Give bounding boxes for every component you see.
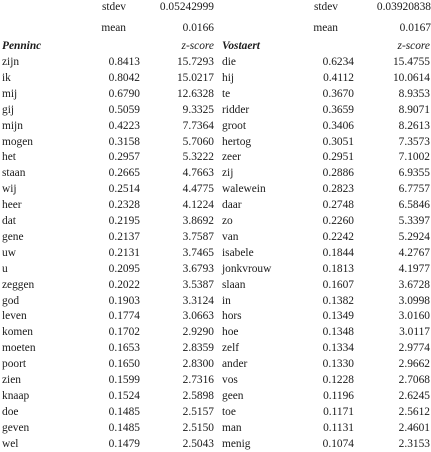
- word-cell: daar: [222, 199, 242, 212]
- word-cell: isabele: [222, 246, 254, 259]
- table-row: [0, 150, 216, 165]
- table-row: [220, 437, 431, 452]
- value-cell: 0.1131: [323, 421, 354, 434]
- word-cell: hertog: [222, 135, 252, 148]
- value-cell: 0.8413: [108, 56, 140, 68]
- zscore-cell: 2.9774: [398, 342, 430, 355]
- word-cell: hij: [222, 71, 235, 84]
- zscore-cell: 8.9071: [398, 103, 430, 116]
- table-row: [0, 135, 216, 150]
- zscore-cell: 2.7316: [182, 374, 214, 386]
- zscore-cell: 6.7757: [398, 183, 430, 196]
- table-row: [0, 405, 216, 420]
- table-row: [0, 182, 216, 197]
- value-cell: 0.1813: [322, 262, 354, 275]
- word-cell: doe: [2, 405, 19, 418]
- zscore-cell: 4.4775: [182, 183, 214, 196]
- table-row: [0, 166, 216, 181]
- table-row: [0, 437, 216, 452]
- mean-label: mean: [313, 22, 338, 34]
- table-row: [220, 166, 431, 181]
- zscore-cell: 6.9355: [398, 167, 430, 180]
- value-cell: 0.1599: [108, 374, 140, 386]
- table-row: [0, 357, 216, 372]
- table-row: [220, 278, 431, 293]
- table-row: [0, 119, 216, 134]
- word-cell: zijn: [2, 56, 20, 68]
- word-cell: heer: [2, 199, 22, 212]
- value-cell: 0.1774: [108, 310, 140, 323]
- word-cell: walewein: [222, 183, 266, 196]
- word-cell: in: [222, 294, 231, 307]
- stdev-row: [220, 0, 431, 15]
- table-row: [0, 262, 216, 277]
- table-row: [220, 341, 431, 356]
- word-cell: van: [222, 230, 239, 243]
- word-cell: god: [2, 294, 20, 307]
- word-cell: te: [222, 87, 231, 100]
- word-cell: mogen: [2, 135, 34, 148]
- table-row: [220, 119, 431, 134]
- word-cell: man: [222, 421, 242, 434]
- value-cell: 0.1196: [323, 389, 354, 402]
- table-row: [0, 198, 216, 213]
- word-cell: ik: [2, 71, 11, 84]
- zscore-cell: 3.6728: [398, 278, 430, 291]
- table-row: [220, 198, 431, 213]
- zscore-header: z-score: [181, 40, 214, 52]
- zscore-cell: 12.6328: [176, 87, 214, 100]
- word-cell: ander: [222, 358, 248, 371]
- table-row: [220, 389, 431, 404]
- zscore-cell: 10.0614: [392, 71, 430, 84]
- word-cell: zo: [222, 215, 233, 227]
- zscore-cell: 5.3222: [182, 151, 214, 164]
- word-cell: zien: [2, 374, 21, 386]
- value-cell: 0.1479: [108, 437, 140, 450]
- table-row: [0, 103, 216, 118]
- value-cell: 0.6234: [322, 56, 354, 68]
- zscore-cell: 7.7364: [182, 119, 214, 132]
- value-cell: 0.3659: [322, 103, 354, 116]
- word-cell: komen: [2, 326, 34, 339]
- stdev-value: 0.05242999: [159, 1, 214, 13]
- table-row: [0, 214, 216, 229]
- word-cell: zelf: [222, 342, 240, 355]
- table-row: [220, 373, 431, 388]
- table-row: [0, 341, 216, 356]
- word-cell: jonkvrouw: [222, 262, 272, 275]
- zscore-header: z-score: [397, 40, 430, 52]
- table-row: [220, 246, 431, 261]
- zscore-cell: 5.2924: [398, 230, 430, 243]
- mean-row: [0, 21, 216, 36]
- value-cell: 0.2951: [322, 151, 354, 164]
- word-cell: u: [2, 262, 8, 275]
- word-cell: gene: [2, 230, 24, 243]
- zscore-cell: 3.0117: [399, 326, 430, 339]
- stdev-row: [0, 0, 216, 15]
- table-row: [220, 214, 431, 229]
- zscore-cell: 2.5612: [398, 405, 430, 418]
- word-cell: zeggen: [2, 278, 35, 291]
- value-cell: 0.1485: [108, 421, 140, 434]
- table-title: Penninc: [2, 40, 42, 52]
- table-row: [220, 55, 431, 70]
- value-cell: 0.1844: [322, 246, 354, 259]
- table-vostaert: [220, 0, 431, 450]
- table-row: [0, 373, 216, 388]
- table-row: [0, 325, 216, 340]
- value-cell: 0.2242: [322, 230, 354, 243]
- word-cell: mijn: [2, 119, 23, 132]
- table-row: [0, 278, 216, 293]
- word-cell: geen: [222, 389, 244, 402]
- zscore-cell: 8.9353: [398, 87, 430, 100]
- zscore-cell: 3.7465: [182, 246, 214, 259]
- value-cell: 0.1349: [322, 310, 354, 323]
- table-row: [0, 309, 216, 324]
- zscore-cell: 9.3325: [182, 103, 214, 116]
- table-row: [0, 87, 216, 102]
- zscore-cell: 5.7060: [182, 135, 214, 148]
- word-cell: zij: [222, 167, 234, 180]
- value-cell: 0.2957: [108, 151, 140, 164]
- word-cell: staan: [2, 167, 26, 180]
- table-title: Vostaert: [222, 40, 260, 52]
- value-cell: 0.1074: [322, 437, 354, 450]
- value-cell: 0.6790: [108, 87, 140, 100]
- word-cell: die: [222, 56, 236, 68]
- value-cell: 0.2260: [322, 215, 354, 227]
- zscore-cell: 7.3573: [398, 135, 430, 148]
- zscore-cell: 7.1002: [398, 151, 430, 164]
- zscore-cell: 15.0217: [176, 71, 214, 84]
- word-cell: gij: [2, 103, 15, 116]
- zscore-cell: 3.7587: [182, 230, 214, 243]
- zscore-cell: 3.0663: [182, 310, 214, 323]
- word-cell: knaap: [2, 389, 30, 402]
- zscore-cell: 6.5846: [398, 199, 430, 212]
- zscore-cell: 3.6793: [182, 262, 214, 275]
- word-cell: het: [2, 151, 16, 164]
- word-cell: hors: [222, 310, 242, 323]
- table-row: [220, 421, 431, 436]
- zscore-cell: 4.1977: [398, 262, 430, 275]
- zscore-cell: 8.2613: [398, 119, 430, 132]
- column-header-row: [0, 39, 216, 54]
- zscore-cell: 2.3153: [398, 437, 430, 450]
- zscore-cell: 3.0998: [398, 294, 430, 307]
- word-cell: slaan: [222, 278, 246, 291]
- value-cell: 0.2195: [108, 215, 140, 227]
- table-row: [0, 71, 216, 86]
- table-row: [220, 135, 431, 150]
- table-row: [0, 246, 216, 261]
- value-cell: 0.2328: [108, 199, 140, 212]
- value-cell: 0.3406: [322, 119, 354, 132]
- value-cell: 0.5059: [108, 103, 140, 116]
- zscore-cell: 5.3397: [398, 215, 430, 227]
- zscore-cell: 2.9662: [398, 358, 430, 371]
- zscore-cell: 3.0160: [398, 310, 430, 323]
- table-row: [0, 389, 216, 404]
- table-row: [220, 357, 431, 372]
- stdev-label: stdev: [313, 1, 338, 13]
- value-cell: 0.4223: [108, 119, 140, 132]
- word-cell: leven: [2, 310, 27, 323]
- value-cell: 0.1650: [108, 358, 140, 371]
- table-penninc: [0, 0, 216, 450]
- value-cell: 0.1171: [323, 405, 354, 418]
- column-header-row: [220, 39, 431, 54]
- table-row: [220, 405, 431, 420]
- value-cell: 0.1334: [322, 342, 354, 355]
- zscore-cell: 3.8692: [182, 215, 214, 227]
- value-cell: 0.1607: [322, 278, 354, 291]
- zscore-cell: 2.5043: [182, 437, 214, 450]
- value-cell: 0.2095: [108, 262, 140, 275]
- word-cell: geven: [2, 421, 30, 434]
- mean-label: mean: [101, 22, 126, 34]
- word-cell: mij: [2, 87, 18, 100]
- word-cell: hoe: [222, 326, 239, 339]
- word-cell: vos: [222, 374, 238, 386]
- zscore-cell: 15.7293: [176, 56, 214, 68]
- value-cell: 0.1485: [108, 405, 140, 418]
- table-row: [0, 294, 216, 309]
- zscore-cell: 4.1224: [182, 199, 214, 212]
- mean-row: [220, 21, 431, 36]
- value-cell: 0.2665: [108, 167, 140, 180]
- value-cell: 0.2022: [108, 278, 140, 291]
- value-cell: 0.1348: [322, 326, 354, 339]
- word-cell: zeer: [222, 151, 241, 164]
- table-row: [220, 182, 431, 197]
- value-cell: 0.2748: [322, 199, 354, 212]
- word-cell: ridder: [222, 103, 250, 116]
- zscore-cell: 15.4755: [392, 56, 430, 68]
- table-row: [220, 294, 431, 309]
- table-row: [220, 262, 431, 277]
- word-cell: wij: [2, 183, 17, 196]
- value-cell: 0.2514: [108, 183, 140, 196]
- zscore-cell: 2.5150: [182, 421, 214, 434]
- stdev-label: stdev: [101, 1, 126, 13]
- value-cell: 0.1702: [108, 326, 140, 339]
- table-row: [0, 421, 216, 436]
- value-cell: 0.1382: [322, 294, 354, 307]
- value-cell: 0.3670: [322, 87, 354, 100]
- table-row: [220, 103, 431, 118]
- stdev-value: 0.03920838: [376, 1, 431, 13]
- value-cell: 0.3158: [108, 135, 140, 148]
- zscore-cell: 2.4601: [398, 421, 430, 434]
- value-cell: 0.1524: [108, 389, 140, 402]
- word-cell: uw: [2, 246, 16, 259]
- value-cell: 0.2823: [322, 183, 354, 196]
- zscore-cell: 3.3124: [182, 294, 214, 307]
- zscore-cell: 2.8359: [182, 342, 214, 355]
- zscore-cell: 2.7068: [398, 374, 430, 386]
- table-row: [220, 230, 431, 245]
- value-cell: 0.8042: [108, 71, 140, 84]
- value-cell: 0.1653: [108, 342, 140, 355]
- table-row: [220, 150, 431, 165]
- value-cell: 0.3051: [322, 135, 354, 148]
- value-cell: 0.1903: [108, 294, 140, 307]
- value-cell: 0.2131: [108, 246, 140, 259]
- word-cell: toe: [222, 405, 236, 418]
- value-cell: 0.1330: [322, 358, 354, 371]
- table-row: [220, 309, 431, 324]
- zscore-cell: 2.5157: [182, 405, 214, 418]
- word-cell: wel: [2, 437, 19, 450]
- zscore-cell: 2.6245: [398, 389, 430, 402]
- zscore-cell: 2.5898: [182, 389, 214, 402]
- table-row: [220, 71, 431, 86]
- word-cell: dat: [2, 215, 16, 227]
- zscore-cell: 4.7663: [182, 167, 214, 180]
- value-cell: 0.2886: [322, 167, 354, 180]
- word-cell: moeten: [2, 342, 36, 355]
- zscore-cell: 3.5387: [182, 278, 214, 291]
- zscore-cell: 4.2767: [398, 246, 430, 259]
- value-cell: 0.2137: [108, 230, 140, 243]
- word-cell: menig: [222, 437, 251, 450]
- word-cell: poort: [2, 358, 27, 371]
- table-row: [0, 230, 216, 245]
- zscore-cell: 2.9290: [182, 326, 214, 339]
- mean-value: 0.0166: [182, 22, 214, 34]
- table-row: [220, 87, 431, 102]
- table-row: [0, 55, 216, 70]
- word-cell: groot: [222, 119, 247, 132]
- mean-value: 0.0167: [399, 22, 431, 34]
- value-cell: 0.4112: [323, 71, 354, 84]
- zscore-cell: 2.8300: [182, 358, 214, 371]
- table-row: [220, 325, 431, 340]
- value-cell: 0.1228: [322, 374, 354, 386]
